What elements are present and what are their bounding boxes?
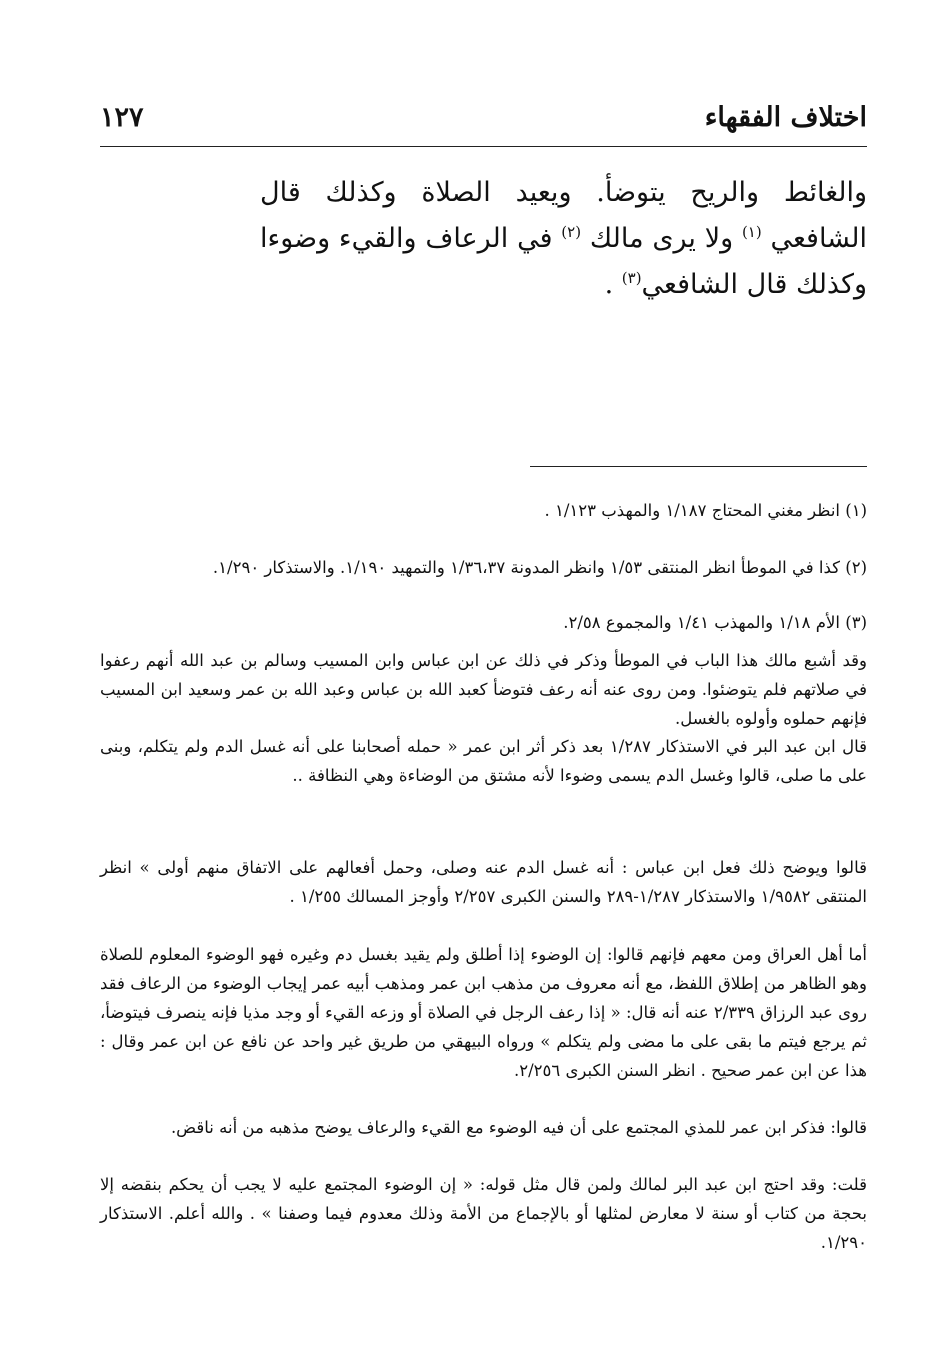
main-text	[260, 170, 867, 308]
main-text-part: في الرعاف والقيء وضوءا وكذلك قال الشافعي	[260, 223, 867, 300]
page-header	[100, 93, 867, 133]
footnote-paragraph: قلت: وقد احتج ابن عبد البر لمالك ولمن قال مثل قوله: « إن الوضوء المجتمع عليه لا يجب أن يحكم بنقضه إلا بحجة من كتاب أو سنة لا معارض لمثلها أو بالإجماع من الأمة وذلك معدوم فيما وصفنا » . والله أعلم. الاستذكار ١/٢٩٠.	[100, 1175, 867, 1252]
footnote-ref: (١)	[741, 223, 762, 241]
footnote-paragraph: قال ابن عبد البر في الاستذكار ١/٢٨٧ بعد ذكر أثر ابن عمر « حمله أصحابنا على أنه غسل الدم ولم يتكلم، وبنى على ما صلى، قالوا وغسل الدم يسمى وضوءا لأنه مشتق من الوضاءة وهي النظافة ..	[100, 737, 867, 785]
footnote-paragraph: قالوا: فذكر ابن عمر للمذي المجتمع على أن فيه الوضوء مع القيء والرعاف يوضح مذهبه من أنه ناقض.	[170, 1118, 867, 1137]
main-text-part: والغائط والريح يتوضأ. ويعيد الصلاة وكذلك قال الشافعي	[260, 177, 867, 254]
header-rule	[100, 146, 867, 147]
footnote-ref: (٣)	[621, 269, 642, 287]
footnote-paragraph: وقد أشبع مالك هذا الباب في الموطأ وذكر في ذلك عن ابن عباس وابن المسيب وسالم بن عبد الله أنهم رعفوا في صلاتهم فلم يتوضئوا. ومن روى عنه أنه رعف فتوضأ كعبد الله بن عباس وعبد الله بن عمر وسعيد ابن المسيب فإنهم حملوه وأولوه بالغسل.	[100, 651, 867, 728]
footnote: (٢) كذا في الموطأ انظر المنتقى ١/٥٣ وانظر المدونة ١/٣٦،٣٧ والتمهيد ١/١٩٠. والاستذكار ١/٢٩٠.	[212, 558, 867, 577]
main-text-part: .	[604, 269, 622, 300]
main-text-part: ولا يرى مالك	[581, 223, 742, 254]
footnote-paragraph: أما أهل العراق ومن معهم فإنهم قالوا: إن الوضوء إذا أطلق ولم يقيد بغسل دم وغيره فهو الوضوء المعلوم للصلاة وهو الظاهر من إطلاق اللفظ، مع أنه معروف من مذهب ابن عمر ومذهب أبيه عمر إيجاب الوضوء من الرعاف فقد روى عبد الرزاق ٢/٣٣٩ عنه أنه قال: « إذا رعف الرجل في الصلاة أو وزعه القيء أو وجد مذيا فإنه ينصرف فيتوضأ، ثم يرجع فيتم ما بقى على ما مضى ولم يتكلم » ورواه البيهقي من طريق غير واحد عن نافع عن ابن عمر وقال : هذا عن ابن عمر صحيح . انظر السنن الكبرى ٢/٢٥٦.	[99, 945, 867, 1080]
footnote-separator	[530, 466, 867, 467]
footnote: (١) انظر مغني المحتاج ١/١٨٧ والمهذب ١/١٢٣ .	[544, 501, 867, 520]
page-number: ١٢٧	[100, 102, 144, 133]
main-paragraph	[260, 170, 867, 308]
footnote-ref: (٢)	[561, 223, 582, 241]
footnote: (٣) الأم ١/١٨ والمهذب ١/٤١ والمجموع ٢/٥٨.	[563, 613, 867, 632]
running-title: اختلاف الفقهاء	[704, 102, 867, 133]
footnote-paragraph: قالوا ويوضح ذلك فعل ابن عباس : أنه غسل الدم عنه وصلى، وحمل أفعالهم على الاتفاق منهم أولى » انظر المنتقى ١/٩٥٨٢ والاستذكار ١/٢٨٧-٢٨٩ والسنن الكبرى ٢/٢٥٧ وأوجز المسالك ١/٢٥٥ .	[100, 858, 867, 906]
